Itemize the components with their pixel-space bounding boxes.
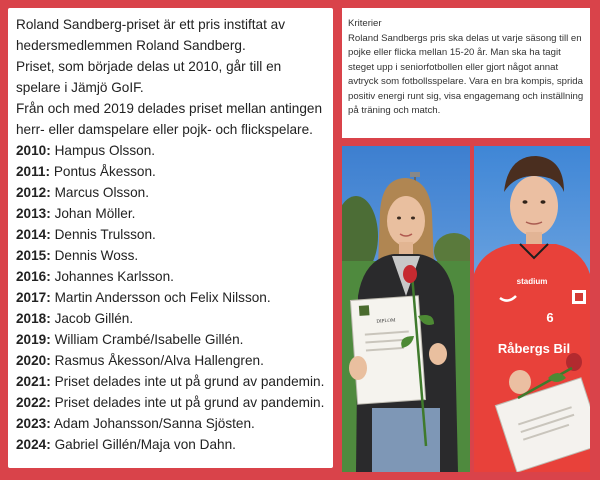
criteria-title: Kriterier — [348, 18, 382, 29]
winner-year: 2018: — [16, 311, 51, 326]
winner-row — [16, 224, 325, 245]
winner-name: Martin Andersson och Felix Nilsson. — [54, 290, 271, 305]
winner-row — [16, 203, 325, 224]
winner-year: 2021: — [16, 374, 51, 389]
winner-name: Hampus Olsson. — [54, 143, 156, 158]
photo-male-winner — [474, 146, 590, 472]
winner-name: Marcus Olsson. — [54, 185, 149, 200]
winner-year: 2012: — [16, 185, 51, 200]
shirt-text: Råbergs Bil — [497, 341, 571, 356]
winner-row — [16, 413, 325, 434]
winner-row — [16, 434, 325, 455]
winner-row — [16, 287, 325, 308]
winner-row — [16, 182, 325, 203]
winner-name: Dennis Trulsson. — [54, 227, 156, 242]
winner-row — [16, 266, 325, 287]
winner-year: 2011: — [16, 164, 51, 179]
criteria-panel — [342, 8, 590, 138]
shirt-number: 6 — [546, 310, 554, 325]
winner-row — [16, 392, 325, 413]
winner-row — [16, 329, 325, 350]
winner-name: Johannes Karlsson. — [54, 269, 174, 284]
winner-row — [16, 140, 325, 161]
criteria-text: Roland Sandbergs pris ska delas ut varje säsong till en pojke eller flicka mellan 15-20 år. Man ska ha tagit steget upp i seniorfotbollen eller gjort något annat avtryck som fotbollsspelare. Vara en bra kompis, sprida positiv energi runt sig, visa engagemang och inställning på träning och match. — [348, 32, 584, 116]
winners-list — [16, 140, 325, 455]
winner-year: 2014: — [16, 227, 51, 242]
winner-name: William Crambé/Isabelle Gillén. — [54, 332, 244, 347]
winner-name: Priset delades inte ut på grund av pandemin. — [54, 395, 325, 410]
winner-row — [16, 161, 325, 182]
winner-row — [16, 371, 325, 392]
shirt-sponsor: stadium — [516, 277, 548, 286]
photo-female-winner — [342, 146, 470, 472]
winner-year: 2022: — [16, 395, 51, 410]
diploma-title: DIPLOM — [376, 318, 396, 325]
winner-row — [16, 308, 325, 329]
winner-year: 2017: — [16, 290, 51, 305]
winner-name: Johan Möller. — [54, 206, 136, 221]
winner-name: Rasmus Åkesson/Alva Hallengren. — [54, 353, 264, 368]
winner-year: 2016: — [16, 269, 51, 284]
winner-name: Jacob Gillén. — [54, 311, 134, 326]
winner-year: 2015: — [16, 248, 51, 263]
winner-year: 2010: — [16, 143, 51, 158]
intro-paragraph-1: Roland Sandberg-priset är ett pris instiftat av hedersmedlemmen Roland Sandberg. — [16, 17, 285, 53]
winner-name: Pontus Åkesson. — [53, 164, 156, 179]
winner-row — [16, 350, 325, 371]
intro-paragraph-3: Från och med 2019 delades priset mellan antingen herr- eller damspelare eller pojk- och flickspelare. — [16, 101, 323, 137]
winner-name: Gabriel Gillén/Maja von Dahn. — [54, 437, 236, 452]
winner-name: Dennis Woss. — [54, 248, 139, 263]
winner-year: 2019: — [16, 332, 51, 347]
winner-name: Adam Johansson/Sanna Sjösten. — [53, 416, 255, 431]
winner-row — [16, 245, 325, 266]
winner-year: 2023: — [16, 416, 51, 431]
prize-history-panel — [8, 8, 333, 468]
winner-name: Priset delades inte ut på grund av pandemin. — [54, 374, 325, 389]
winner-year: 2020: — [16, 353, 51, 368]
winner-year: 2024: — [16, 437, 51, 452]
intro-paragraph-2: Priset, som började delas ut 2010, går till en spelare i Jämjö GoIF. — [16, 59, 282, 95]
winner-year: 2013: — [16, 206, 51, 221]
